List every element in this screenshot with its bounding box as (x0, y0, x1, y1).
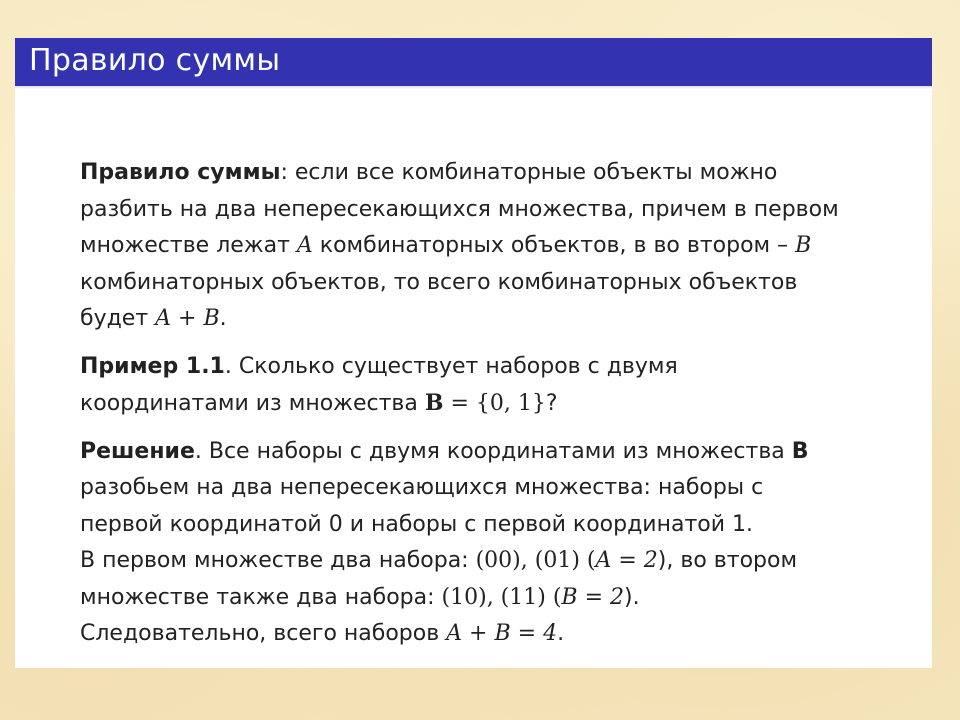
solution-line-2: разобьем на два непересекающихся множества: наборы с (80, 475, 764, 500)
rule-sum-expression: A + B (155, 306, 220, 331)
solution-line-6 (80, 616, 910, 653)
solution-text-5a: множестве также два набора: (80, 584, 442, 610)
rule-text-5a: будет (80, 306, 156, 331)
example-set-name: B (424, 390, 444, 416)
solution-line-5 (80, 580, 910, 617)
rule-text-3a: множестве лежат (80, 233, 297, 258)
solution-text-4b: ), во втором (657, 548, 798, 573)
example-set-definition: = {0, 1} (443, 391, 546, 416)
solution-sets-second: (10), (11) (441, 584, 546, 610)
solution-sets-first: (00), (01) (475, 548, 580, 573)
rule-text-5b: . (219, 306, 227, 331)
solution-text-6a: Следовательно, всего наборов (80, 621, 447, 646)
rule-text-1: : если все комбинаторные объекты можно (280, 160, 778, 185)
rule-text-3b: комбинаторных объектов, в во втором – (312, 233, 796, 258)
title-bar (15, 38, 932, 86)
solution-set-name: B (791, 438, 809, 464)
rule-term: Правило суммы (80, 160, 281, 185)
solution-text-1a: . Все наборы с двумя координатами из множества (194, 438, 792, 464)
example-paragraph (80, 349, 910, 423)
solution-total-eq: A + B = 4 (446, 621, 558, 646)
rule-var-a: A (296, 233, 313, 258)
rule-line-4: комбинаторных объектов, то всего комбинаторных объектов (80, 269, 798, 295)
rule-line-2: разбить на два непересекающихся множества, причем в первом (80, 196, 839, 222)
solution-paragraph (80, 434, 910, 653)
solution-line-4 (80, 543, 910, 580)
slide-title: Правило суммы (29, 43, 281, 78)
solution-text-5b: ). (624, 584, 640, 610)
slide-body (80, 155, 910, 653)
solution-paren-open-5: ( (545, 584, 562, 610)
rule-line-3 (80, 228, 910, 265)
example-text-2a: координатами из множества (80, 391, 425, 416)
solution-text-4a: В первом множестве два набора: (80, 548, 476, 573)
example-text-1: . Сколько существует наборов с двумя (224, 353, 678, 379)
solution-line-3: первой координатой 0 и наборы с первой координатой 1. (80, 511, 754, 537)
rule-line-5 (80, 301, 910, 338)
solution-eq-a: A = 2 (595, 548, 658, 573)
example-line-2 (80, 385, 910, 423)
rule-paragraph (80, 155, 910, 338)
slide (15, 38, 932, 668)
solution-eq-b: B = 2 (561, 584, 625, 610)
solution-line-1 (80, 434, 910, 471)
example-line-1 (80, 349, 910, 386)
solution-label: Решение (80, 438, 195, 464)
rule-line-1 (80, 155, 910, 192)
example-text-2b: ? (545, 391, 558, 416)
solution-paren-open-4: ( (579, 548, 596, 573)
solution-text-6b: . (557, 621, 565, 646)
example-label: Пример 1.1 (80, 353, 225, 379)
rule-var-b: B (795, 233, 812, 258)
